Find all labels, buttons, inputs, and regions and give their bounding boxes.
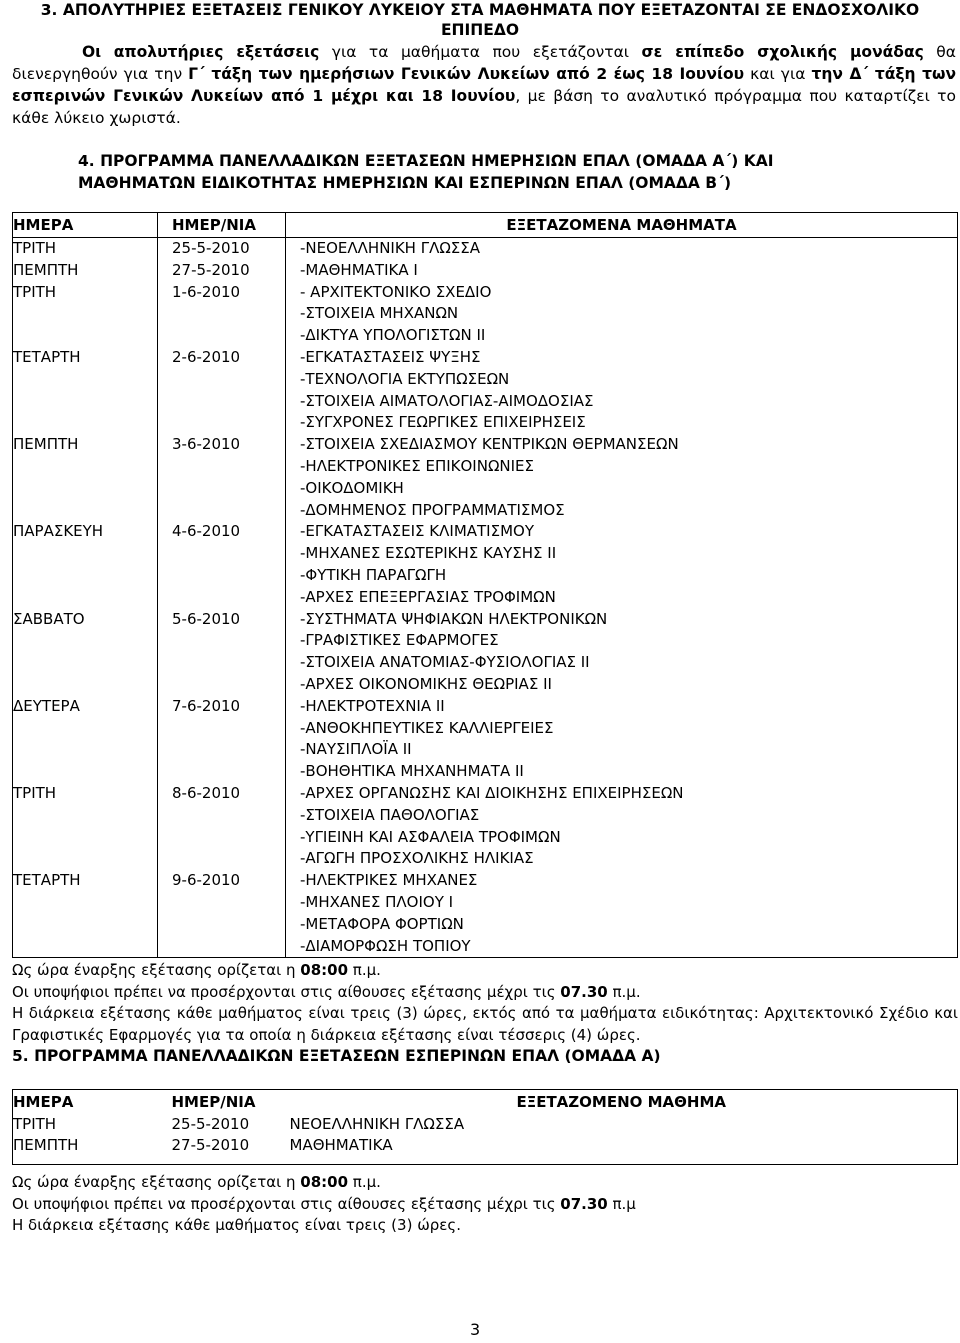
table-row-continuation	[13, 500, 958, 522]
row-date: 2-6-2010	[158, 347, 286, 369]
row-date	[158, 478, 286, 500]
table-row-continuation	[13, 848, 958, 870]
section3-title	[0, 0, 960, 40]
row-day: ΠΕΜΠΤΗ	[13, 434, 158, 456]
row-day	[13, 500, 158, 522]
table-row	[13, 521, 958, 543]
row-day	[13, 761, 158, 783]
row-subject: -ΑΡΧΕΣ ΟΙΚΟΝΟΜΙΚΗΣ ΘΕΩΡΙΑΣ ΙΙ	[300, 674, 552, 693]
row-date	[158, 303, 286, 325]
table-row	[13, 609, 958, 631]
header-subject: ΕΞΕΤΑΖΟΜΕΝΟ ΜΑΘΗΜΑ	[516, 1093, 727, 1111]
row-day	[13, 303, 158, 325]
row-subject: -ΗΛΕΚΤΡΙΚΕΣ ΜΗΧΑΝΕΣ	[300, 871, 478, 890]
row-day	[13, 805, 158, 827]
row-subject: -ΔΙΑΜΟΡΦΩΣΗ ΤΟΠΙΟΥ	[300, 936, 471, 955]
section5-note-arrival: Οι υποψήφιοι πρέπει να προσέρχονται στις αίθουσες εξέτασης μέχρι τις 07.30 π.μ	[12, 1194, 636, 1213]
section3-text-4: , με βάση το αναλυτικό πρόγραμμα που καταρτίζει το κάθε λύκειο χωριστά.	[12, 87, 956, 127]
row-date	[158, 543, 286, 565]
row-date: 7-6-2010	[158, 696, 286, 718]
table-row-empty	[13, 1156, 958, 1165]
row-subject: ΜΑΘΗΜΑΤΙΚΑ	[289, 1136, 393, 1154]
row-subject: ΝΕΟΕΛΛΗΝΙΚΗ ΓΛΩΣΣΑ	[289, 1115, 465, 1133]
table-row	[13, 870, 958, 892]
table-row-continuation	[13, 761, 958, 783]
row-subject: -ΗΛΕΚΤΡΟΤΕΧΝΙΑ ΙΙ	[300, 696, 445, 715]
row-date	[158, 500, 286, 522]
row-subject: -ΒΟΗΘΗΤΙΚΑ ΜΗΧΑΝΗΜΑΤΑ ΙΙ	[300, 762, 524, 781]
row-date	[158, 587, 286, 609]
table-row-continuation	[13, 739, 958, 761]
table-row-continuation	[13, 369, 958, 391]
row-day	[13, 739, 158, 761]
section4-note-start-time: Ως ώρα έναρξης εξέτασης ορίζεται η 08:00 π.μ.	[12, 961, 381, 979]
row-day	[13, 674, 158, 696]
row-subject: -ΑΡΧΕΣ ΟΡΓΑΝΩΣΗΣ ΚΑΙ ΔΙΟΙΚΗΣΗΣ ΕΠΙΧΕΙΡΗΣΕΩΝ	[300, 783, 684, 802]
row-day	[13, 565, 158, 587]
row-day	[13, 412, 158, 434]
row-date	[158, 761, 286, 783]
row-day	[13, 827, 158, 849]
section5-note-duration: Η διάρκεια εξέτασης κάθε μαθήματος είναι τρεις (3) ώρες.	[12, 1216, 461, 1234]
row-date: 8-6-2010	[158, 783, 286, 805]
table-row-continuation	[13, 914, 958, 936]
header-date: ΗΜΕΡ/ΝΙΑ	[171, 1093, 256, 1111]
row-day	[13, 892, 158, 914]
section4-title-line1: 4. ΠΡΟΓΡΑΜΜΑ ΠΑΝΕΛΛΑΔΙΚΩΝ ΕΞΕΤΑΣΕΩΝ ΗΜΕΡΗΣΙΩΝ ΕΠΑΛ (ΟΜΑΔΑ Α΄) ΚΑΙ	[78, 152, 774, 170]
row-date	[158, 848, 286, 870]
table-row-continuation	[13, 630, 958, 652]
row-subject: -ΑΝΘΟΚΗΠΕΥΤΙΚΕΣ ΚΑΛΛΙΕΡΓΕΙΕΣ	[300, 718, 554, 737]
row-day	[13, 543, 158, 565]
table-row-continuation	[13, 325, 958, 347]
section3-text-indent: Οι	[82, 43, 102, 61]
table-row	[13, 696, 958, 718]
row-date: 25-5-2010	[158, 238, 286, 260]
table-row	[13, 260, 958, 282]
row-day: ΠΑΡΑΣΚΕΥΗ	[13, 521, 158, 543]
section3-paragraph	[12, 41, 956, 129]
section3-bold-1: απολυτήριες εξετάσεις	[113, 43, 320, 61]
row-date: 4-6-2010	[158, 521, 286, 543]
row-day	[13, 914, 158, 936]
row-day	[13, 325, 158, 347]
table-row-continuation	[13, 805, 958, 827]
row-day: ΤΡΙΤΗ	[13, 783, 158, 805]
row-subject: -ΔΟΜΗΜΕΝΟΣ ΠΡΟΓΡΑΜΜΑΤΙΣΜΟΣ	[300, 500, 565, 519]
table-row-continuation	[13, 718, 958, 740]
row-subject: -ΤΕΧΝΟΛΟΓΙΑ ΕΚΤΥΠΩΣΕΩΝ	[300, 369, 510, 388]
header-date: ΗΜΕΡ/ΝΙΑ	[158, 213, 286, 238]
row-day: ΤΡΙΤΗ	[13, 238, 158, 260]
header-day: ΗΜΕΡΑ	[13, 213, 158, 238]
table-row-continuation	[13, 674, 958, 696]
row-subject: -ΣΤΟΙΧΕΙΑ ΠΑΘΟΛΟΓΙΑΣ	[300, 805, 480, 824]
row-day	[13, 391, 158, 413]
row-subject: -ΑΡΧΕΣ ΕΠΕΞΕΡΓΑΣΙΑΣ ΤΡΟΦΙΜΩΝ	[300, 587, 556, 606]
row-day	[13, 587, 158, 609]
row-subject: -ΣΤΟΙΧΕΙΑ ΣΧΕΔΙΑΣΜΟΥ ΚΕΝΤΡΙΚΩΝ ΘΕΡΜΑΝΣΕΩΝ	[300, 435, 679, 454]
table-row	[13, 434, 958, 456]
row-date	[158, 456, 286, 478]
table-row-continuation	[13, 478, 958, 500]
row-subject: -ΔΙΚΤΥΑ ΥΠΟΛΟΓΙΣΤΩΝ ΙΙ	[300, 326, 486, 345]
table-row-continuation	[13, 391, 958, 413]
section3-title-line2: ΕΠΙΠΕΔΟ	[440, 21, 520, 39]
row-subject: -ΗΛΕΚΤΡΟΝΙΚΕΣ ΕΠΙΚΟΙΝΩΝΙΕΣ	[300, 456, 535, 475]
row-date	[158, 325, 286, 347]
table-row-continuation	[13, 827, 958, 849]
row-date: 5-6-2010	[158, 609, 286, 631]
section4-notes	[12, 960, 958, 1046]
header-subjects: ΕΞΕΤΑΖΟΜΕΝΑ ΜΑΘΗΜΑΤΑ	[286, 213, 958, 238]
row-day: ΔΕΥΤΕΡΑ	[13, 696, 158, 718]
row-date	[158, 391, 286, 413]
row-date	[158, 718, 286, 740]
row-subject: -ΝΑΥΣΙΠΛΟΪΑ ΙΙ	[300, 740, 412, 759]
row-date: 9-6-2010	[158, 870, 286, 892]
row-day	[13, 848, 158, 870]
table-row	[13, 238, 958, 260]
row-date	[158, 936, 286, 958]
row-day	[13, 652, 158, 674]
row-day	[13, 718, 158, 740]
table-row	[13, 783, 958, 805]
row-day: ΤΡΙΤΗ	[13, 1115, 57, 1133]
row-day	[13, 630, 158, 652]
row-day: ΠΕΜΠΤΗ	[13, 260, 158, 282]
section5-schedule-table	[12, 1089, 958, 1165]
row-day	[13, 369, 158, 391]
row-date	[158, 369, 286, 391]
row-day	[13, 936, 158, 958]
row-subject: -ΣΥΓΧΡΟΝΕΣ ΓΕΩΡΓΙΚΕΣ ΕΠΙΧΕΙΡΗΣΕΙΣ	[300, 413, 586, 432]
table-row-continuation	[13, 892, 958, 914]
row-date	[158, 892, 286, 914]
row-date	[158, 827, 286, 849]
row-subject: -ΓΡΑΦΙΣΤΙΚΕΣ ΕΦΑΡΜΟΓΕΣ	[300, 631, 499, 650]
section3-text-1: για τα μαθήματα που εξετάζονται	[319, 43, 642, 61]
row-date: 25-5-2010	[171, 1115, 250, 1133]
table-row-continuation	[13, 303, 958, 325]
row-day	[13, 478, 158, 500]
section5-note-start-time: Ως ώρα έναρξης εξέτασης ορίζεται η 08:00 π.μ.	[12, 1173, 381, 1191]
row-subject: -ΕΓΚΑΤΑΣΤΑΣΕΙΣ ΨΥΞΗΣ	[300, 347, 481, 366]
section4-title	[78, 150, 948, 194]
row-subject: -ΣΤΟΙΧΕΙΑ ΑΙΜΑΤΟΛΟΓΙΑΣ-ΑΙΜΟΔΟΣΙΑΣ	[300, 391, 594, 410]
row-subject: -ΜΑΘΗΜΑΤΙΚΑ Ι	[300, 260, 418, 279]
row-subject: -ΝΕΟΕΛΛΗΝΙΚΗ ΓΛΩΣΣΑ	[300, 239, 481, 257]
section3-bold-2: σε επίπεδο σχολικής μονάδας	[641, 43, 924, 61]
row-subject: - ΑΡΧΙΤΕΚΤΟΝΙΚΟ ΣΧΕΔΙΟ	[300, 282, 492, 301]
section5-title: 5. ΠΡΟΓΡΑΜΜΑ ΠΑΝΕΛΛΑΔΙΚΩΝ ΕΞΕΤΑΣΕΩΝ ΕΣΠΕΡΙΝΩΝ ΕΠΑΛ (ΟΜΑΔΑ Α)	[12, 1047, 661, 1065]
section4-title-line2: ΜΑΘΗΜΑΤΩΝ ΕΙΔΙΚΟΤΗΤΑΣ ΗΜΕΡΗΣΙΩΝ ΚΑΙ ΕΣΠΕΡΙΝΩΝ ΕΠΑΛ (ΟΜΑΔΑ Β΄)	[78, 174, 732, 192]
section3-text-3: και για	[744, 65, 812, 83]
row-subject: -ΦΥΤΙΚΗ ΠΑΡΑΓΩΓΗ	[300, 565, 447, 584]
row-day: ΤΕΤΑΡΤΗ	[13, 347, 158, 369]
row-date: 1-6-2010	[158, 282, 286, 304]
row-date: 3-6-2010	[158, 434, 286, 456]
section4-schedule-table	[12, 212, 958, 958]
row-day: ΤΡΙΤΗ	[13, 282, 158, 304]
row-date	[158, 914, 286, 936]
row-date	[158, 412, 286, 434]
table-header-row	[13, 213, 958, 238]
row-day: ΠΕΜΠΤΗ	[13, 1136, 79, 1154]
row-subject: -ΑΓΩΓΗ ΠΡΟΣΧΟΛΙΚΗΣ ΗΛΙΚΙΑΣ	[300, 849, 534, 868]
row-subject: -ΥΓΙΕΙΝΗ ΚΑΙ ΑΣΦΑΛΕΙΑ ΤΡΟΦΙΜΩΝ	[300, 827, 561, 846]
table-row-continuation	[13, 936, 958, 958]
table-row	[13, 1135, 958, 1156]
table-row-continuation	[13, 543, 958, 565]
row-subject: -ΜΗΧΑΝΕΣ ΕΣΩΤΕΡΙΚΗΣ ΚΑΥΣΗΣ ΙΙ	[300, 544, 557, 563]
page-number: 3	[470, 1320, 481, 1339]
row-subject: -ΣΤΟΙΧΕΙΑ ΜΗΧΑΝΩΝ	[300, 304, 459, 323]
section3-text-2: θα διενεργηθούν για την	[12, 43, 956, 83]
row-date	[158, 805, 286, 827]
section5-notes	[12, 1172, 958, 1237]
table-row-continuation	[13, 412, 958, 434]
section3-bold-4: την Δ΄ τάξη των εσπερινών Γενικών Λυκείων από 1 μέχρι και 18 Ιουνίου	[12, 65, 956, 105]
table-row-continuation	[13, 565, 958, 587]
row-date: 27-5-2010	[171, 1136, 250, 1154]
row-subject: -ΣΥΣΤΗΜΑΤΑ ΨΗΦΙΑΚΩΝ ΗΛΕΚΤΡΟΝΙΚΩΝ	[300, 609, 608, 628]
row-day	[13, 456, 158, 478]
row-subject: -ΣΤΟΙΧΕΙΑ ΑΝΑΤΟΜΙΑΣ-ΦΥΣΙΟΛΟΓΙΑΣ ΙΙ	[300, 653, 590, 672]
header-day: ΗΜΕΡΑ	[13, 1093, 74, 1111]
table-row-continuation	[13, 456, 958, 478]
row-day: ΣΑΒΒΑΤΟ	[13, 609, 158, 631]
row-subject: -ΜΕΤΑΦΟΡΑ ΦΟΡΤΙΩΝ	[300, 914, 464, 933]
table-row	[13, 347, 958, 369]
row-date	[158, 565, 286, 587]
row-date	[158, 674, 286, 696]
section3-bold-3: Γ΄ τάξη των ημερήσιων Γενικών Λυκείων από 2 έως 18 Ιουνίου	[188, 65, 745, 83]
section4-note-arrival: Οι υποψήφιοι πρέπει να προσέρχονται στις αίθουσες εξέτασης μέχρι τις 07.30 π.μ.	[12, 982, 641, 1001]
table-header-row	[13, 1090, 958, 1115]
table-row-continuation	[13, 587, 958, 609]
row-date	[158, 652, 286, 674]
row-date	[158, 630, 286, 652]
section3-title-line1: 3. ΑΠΟΛΥΤΗΡΙΕΣ ΕΞΕΤΑΣΕΙΣ ΓΕΝΙΚΟΥ ΛΥΚΕΙΟΥ ΣΤΑ ΜΑΘΗΜΑΤΑ ΠΟΥ ΕΞΕΤΑΖΟΝΤΑΙ ΣΕ ΕΝΔΟΣΧΟΛΙΚΟ	[40, 1, 920, 19]
table-row	[13, 282, 958, 304]
row-subject: -ΟΙΚΟΔΟΜΙΚΗ	[300, 478, 404, 497]
row-date	[158, 739, 286, 761]
row-subject: -ΕΓΚΑΤΑΣΤΑΣΕΙΣ ΚΛΙΜΑΤΙΣΜΟΥ	[300, 522, 534, 541]
section4-note-duration: Η διάρκεια εξέτασης κάθε μαθήματος είναι τρεις (3) ώρες, εκτός από τα μαθήματα ειδικότητας: Αρχιτεκτονικό Σχέδιο και Γραφιστικές Εφαρμογές για τα οποία η διάρκεια εξέτασης είναι τέσσερις (4) ώρες.	[12, 1004, 958, 1044]
table-row-continuation	[13, 652, 958, 674]
row-day: ΤΕΤΑΡΤΗ	[13, 870, 158, 892]
row-subject: -ΜΗΧΑΝΕΣ ΠΛΟΙΟΥ Ι	[300, 892, 454, 911]
table-row	[13, 1114, 958, 1135]
row-date: 27-5-2010	[158, 260, 286, 282]
